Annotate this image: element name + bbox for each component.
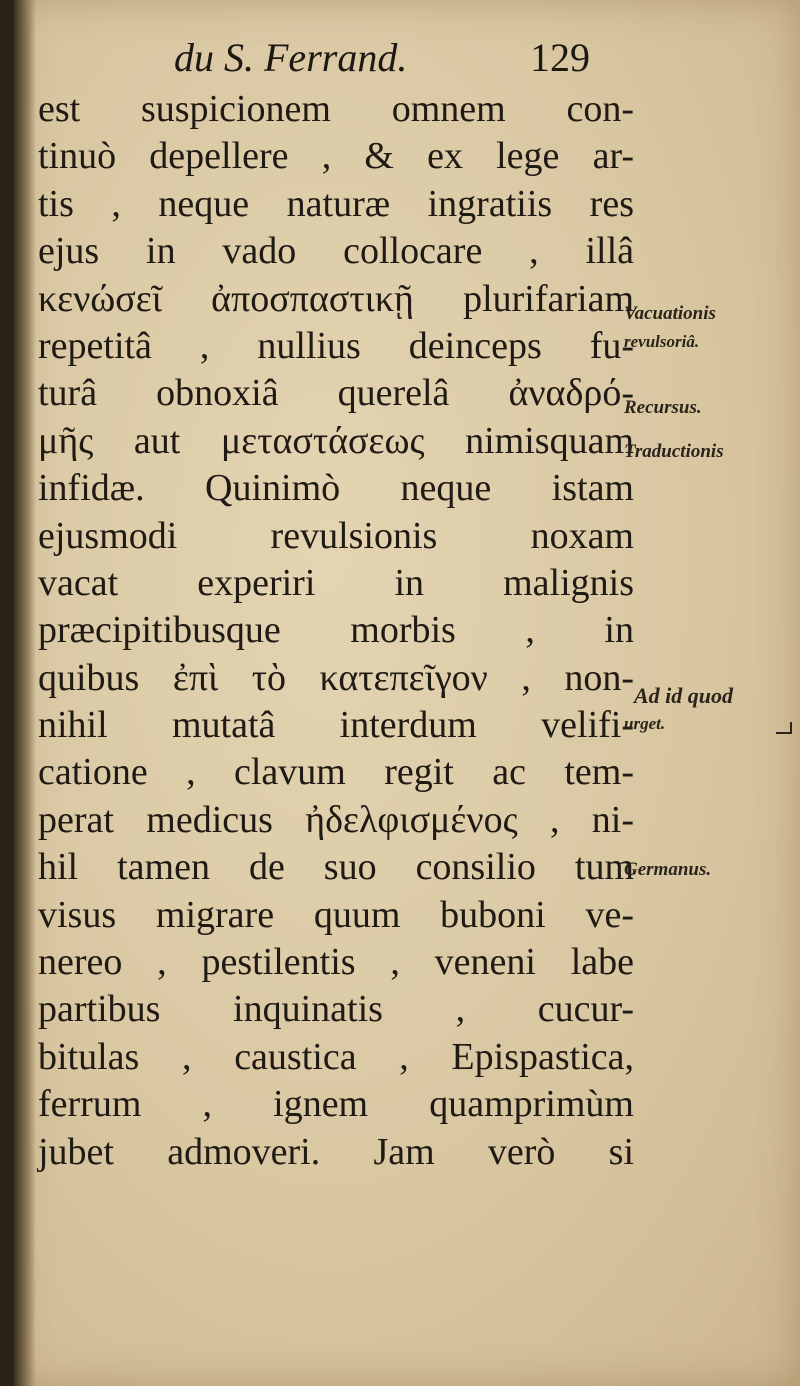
text-line: nihil mutatâ interdum velifi- xyxy=(38,704,634,747)
margin-note-recursus: Recursus. xyxy=(624,397,702,418)
margin-note-traductionis: Traductionis xyxy=(624,441,724,462)
text-line: tinuò depellere , & ex lege ar- xyxy=(38,135,634,178)
text-line: est suspicionem omnem con- xyxy=(38,88,634,130)
text-line: vacat experiri in malignis xyxy=(38,561,634,604)
text-line: tis , neque naturæ ingratiis res xyxy=(38,182,634,225)
margin-note-urget: urget. xyxy=(624,714,666,733)
text-line: præcipitibusque morbis , in xyxy=(38,609,634,652)
text-line: hil tamen de suo consilio tum xyxy=(38,846,634,889)
text-line: ejus in vado collocare , illâ xyxy=(38,230,634,273)
text-line: ferrum , ignem quamprimùm xyxy=(38,1083,634,1126)
page-header xyxy=(14,30,634,90)
text-line: ejusmodi revulsionis noxam xyxy=(38,514,634,557)
text-line: infidæ. Quinimò neque istam xyxy=(38,467,634,510)
body-text xyxy=(38,86,634,1176)
running-title: du S. Ferrand. xyxy=(174,35,408,80)
text-line: partibus inquinatis , cucur- xyxy=(38,988,634,1031)
margin-note-ad-id-quod: Ad id quod xyxy=(634,683,734,708)
text-line: perat medicus ἠδελφισμένος , ni- xyxy=(38,798,634,841)
text-line: μῆς aut μεταστάσεως nimisquam xyxy=(38,419,634,462)
page-number: 129 xyxy=(530,35,590,80)
margin-note-vacuationis: Vacuationis xyxy=(624,303,716,324)
text-line: turâ obnoxiâ querelâ ἀναδρό- xyxy=(38,372,634,415)
text-line: κενώσεῖ ἀποσπαστικῇ plurifariam xyxy=(38,277,634,320)
text-line: quibus ἐπὶ τὸ κατεπεῖγον , non- xyxy=(38,656,634,699)
margin-note-revulsoria: revulsoriâ. xyxy=(624,332,700,351)
text-line: nereo , pestilentis , veneni labe xyxy=(38,941,634,984)
text-line: repetitâ , nullius deinceps fu- xyxy=(38,324,634,367)
text-line: visus migrare quum buboni ve- xyxy=(38,893,634,936)
text-line: bitulas , caustica , Epispastica, xyxy=(38,1035,634,1078)
margin-note-germanus: Germanus. xyxy=(624,859,712,880)
book-page xyxy=(14,0,800,1386)
margin-bracket-mark xyxy=(776,722,792,734)
page-gutter xyxy=(14,0,36,1386)
text-line: jubet admoveri. Jam verò si xyxy=(38,1130,634,1173)
text-line: catione , clavum regit ac tem- xyxy=(38,751,634,794)
